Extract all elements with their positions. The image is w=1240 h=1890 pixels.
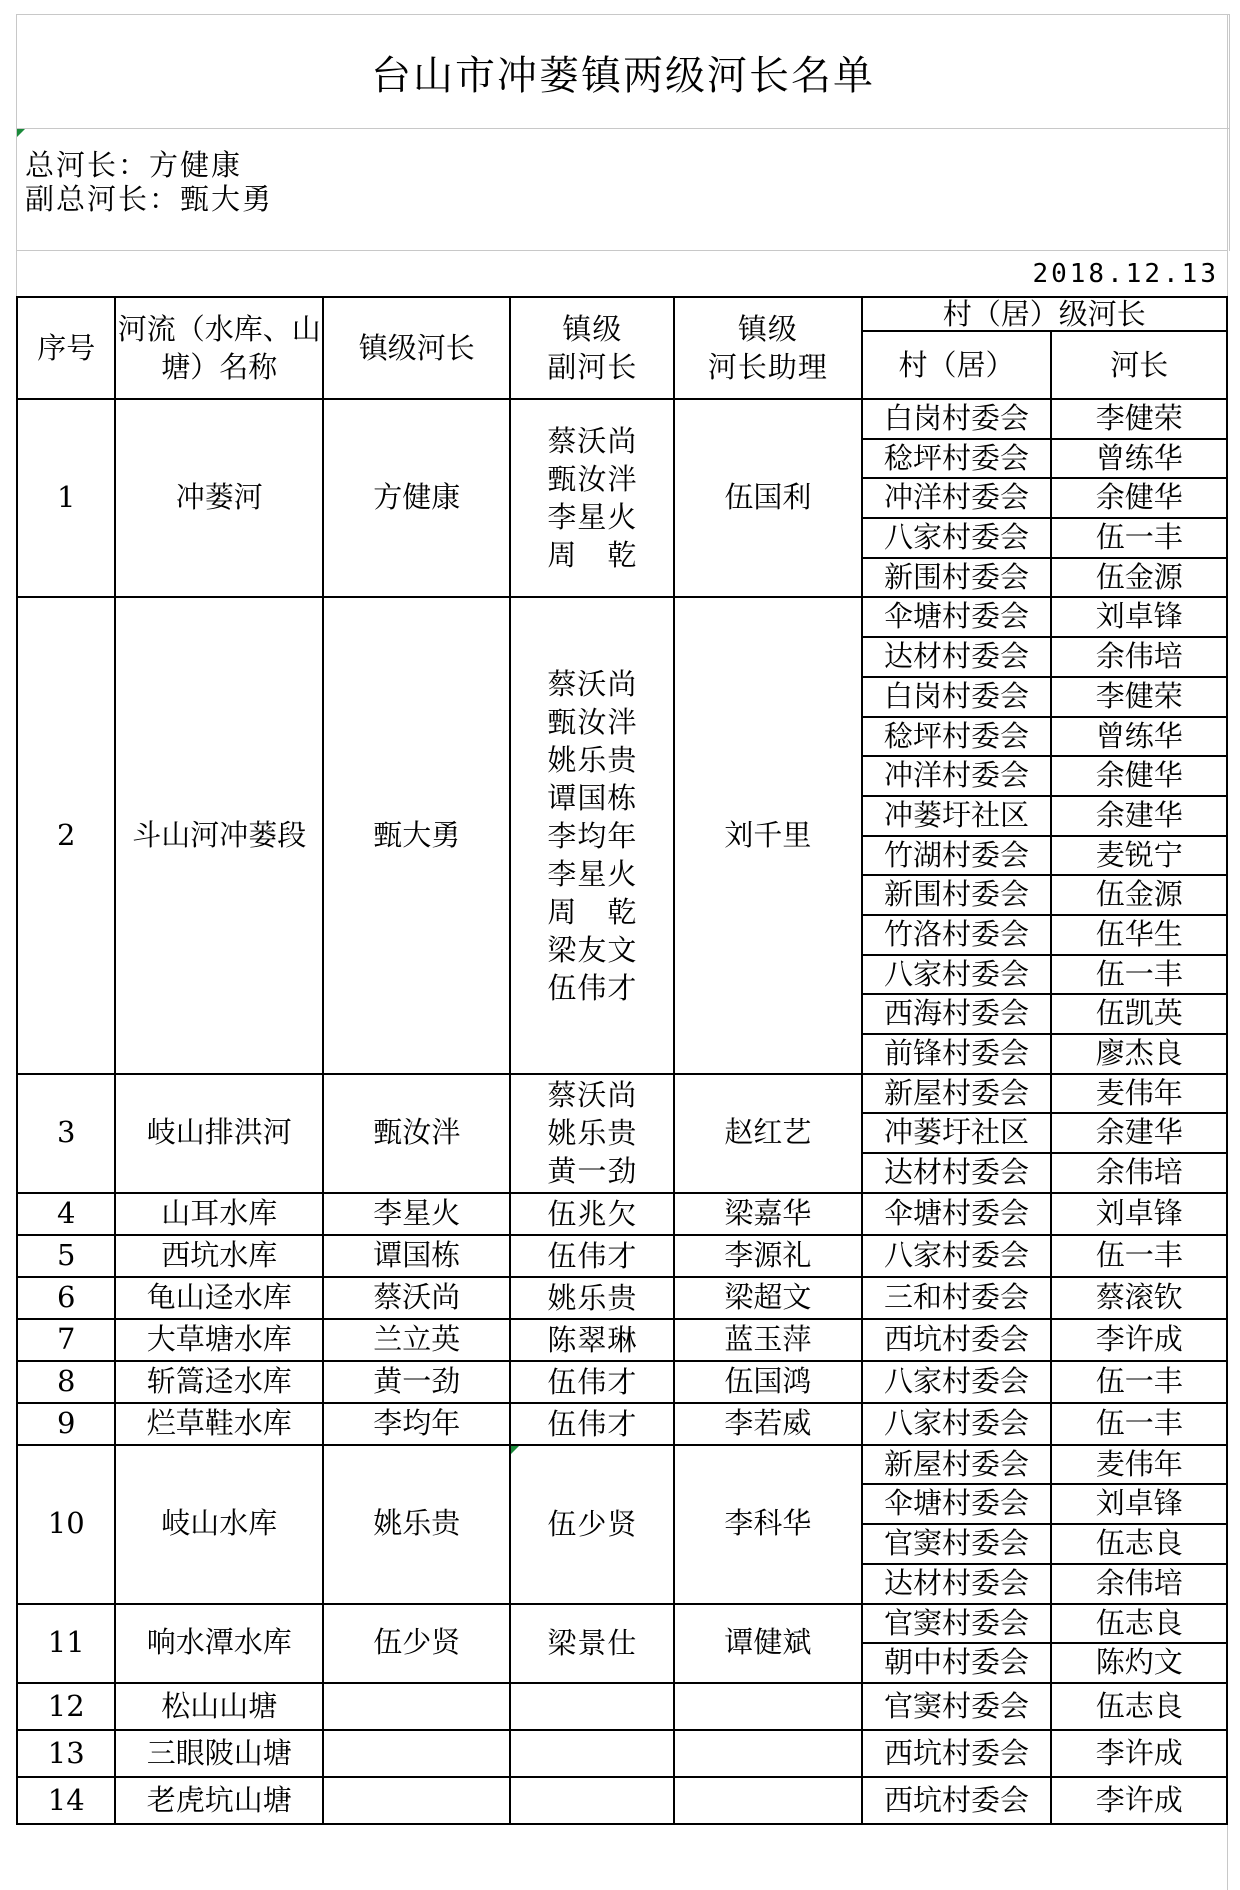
deputy-name: 李均年 [547, 818, 638, 853]
cell-village: 冲洋村委会 [862, 478, 1052, 518]
table-row [17, 399, 1227, 439]
deputy-name: 李星火 [547, 500, 638, 535]
table-row [17, 1403, 1227, 1445]
cell-village: 伞塘村委会 [862, 1484, 1052, 1524]
cell-town-chief: 蔡沃尚 [323, 1277, 510, 1319]
cell-town-deputy [510, 1235, 674, 1277]
cell-village: 八家村委会 [862, 1403, 1052, 1445]
cell-seq: 5 [17, 1235, 115, 1277]
cell-seq: 9 [17, 1403, 115, 1445]
cell-village: 八家村委会 [862, 1361, 1052, 1403]
cell-town-deputy [510, 597, 674, 1073]
cell-town-deputy [510, 1730, 674, 1777]
deputy-name: 伍伟才 [547, 1238, 638, 1273]
cell-town-chief: 甄大勇 [323, 597, 510, 1073]
cell-village: 西坑村委会 [862, 1319, 1052, 1361]
header-town-deputy [510, 297, 674, 399]
cell-village-chief: 李许成 [1051, 1777, 1227, 1824]
cell-town-assistant: 李科华 [674, 1445, 861, 1604]
cell-village-chief: 麦伟年 [1051, 1445, 1227, 1485]
cell-town-assistant: 伍国利 [674, 399, 861, 597]
deputy-name: 伍伟才 [547, 970, 638, 1005]
cell-village: 稔坪村委会 [862, 439, 1052, 479]
cell-village-chief: 刘卓锋 [1051, 1193, 1227, 1235]
table-row [17, 1683, 1227, 1730]
deputy-name: 伍兆欠 [547, 1196, 638, 1231]
cell-village-chief: 曾练华 [1051, 717, 1227, 757]
cell-town-chief [323, 1777, 510, 1824]
header-town-deputy-line: 副河长 [547, 350, 638, 384]
cell-town-deputy [510, 1403, 674, 1445]
cell-seq: 3 [17, 1074, 115, 1193]
cell-seq: 10 [17, 1445, 115, 1604]
cell-river: 西坑水库 [115, 1235, 323, 1277]
cell-village-chief: 伍一丰 [1051, 1403, 1227, 1445]
cell-village: 新围村委会 [862, 558, 1052, 598]
deputy-chief-line: 副总河长：甄大勇 [25, 182, 274, 216]
cell-village-chief: 伍志良 [1051, 1524, 1227, 1564]
cell-village-chief: 伍华生 [1051, 915, 1227, 955]
cell-marker-icon [511, 1446, 519, 1454]
table-row [17, 597, 1227, 637]
cell-river: 斗山河冲蒌段 [115, 597, 323, 1073]
cell-town-deputy [510, 1361, 674, 1403]
cell-village-chief: 刘卓锋 [1051, 597, 1227, 637]
deputy-name: 梁友文 [547, 932, 638, 967]
deputy-name: 李星火 [547, 856, 638, 891]
cell-village-chief: 伍一丰 [1051, 955, 1227, 995]
table-body [17, 297, 1227, 1824]
cell-town-chief: 谭国栋 [323, 1235, 510, 1277]
deputy-name: 周 乾 [547, 538, 638, 573]
cell-village-chief: 伍志良 [1051, 1683, 1227, 1730]
cell-village-chief: 余建华 [1051, 796, 1227, 836]
cell-village: 冲蒌圩社区 [862, 796, 1052, 836]
cell-river: 冲蒌河 [115, 399, 323, 597]
cell-village: 新屋村委会 [862, 1074, 1052, 1114]
deputy-name: 伍伟才 [547, 1364, 638, 1399]
deputy-list [511, 1237, 673, 1275]
deputy-name: 陈翠琳 [547, 1322, 638, 1357]
table-row [17, 1319, 1227, 1361]
chief-line: 总河长：方健康 [25, 148, 243, 182]
cell-town-deputy [510, 1193, 674, 1235]
deputy-name: 姚乐贵 [547, 1116, 638, 1151]
deputy-name: 蔡沃尚 [547, 1078, 638, 1113]
cell-river: 松山山塘 [115, 1683, 323, 1730]
cell-town-assistant: 梁嘉华 [674, 1193, 861, 1235]
cell-village: 八家村委会 [862, 518, 1052, 558]
cell-village: 朝中村委会 [862, 1643, 1052, 1683]
cell-town-deputy [510, 1777, 674, 1824]
deputy-list [511, 1624, 673, 1662]
cell-village: 新屋村委会 [862, 1445, 1052, 1485]
deputy-list [511, 1076, 673, 1190]
cell-village: 竹洛村委会 [862, 915, 1052, 955]
cell-village: 稔坪村委会 [862, 717, 1052, 757]
cell-village: 白岗村委会 [862, 399, 1052, 439]
cell-river: 响水潭水库 [115, 1604, 323, 1683]
cell-river: 山耳水库 [115, 1193, 323, 1235]
cell-village: 冲蒌圩社区 [862, 1113, 1052, 1153]
deputy-list [511, 1279, 673, 1317]
cell-river: 大草塘水库 [115, 1319, 323, 1361]
cell-village: 三和村委会 [862, 1277, 1052, 1319]
river-chief-table [16, 296, 1228, 1825]
cell-seq: 6 [17, 1277, 115, 1319]
cell-town-assistant: 蓝玉萍 [674, 1319, 861, 1361]
deputy-name: 伍伟才 [547, 1406, 638, 1441]
cell-village-chief: 陈灼文 [1051, 1643, 1227, 1683]
deputy-list [511, 665, 673, 1007]
cell-village: 新围村委会 [862, 875, 1052, 915]
cell-town-deputy [510, 1604, 674, 1683]
cell-town-chief: 伍少贤 [323, 1604, 510, 1683]
cell-village: 伞塘村委会 [862, 597, 1052, 637]
deputy-list [511, 1505, 673, 1543]
cell-seq: 8 [17, 1361, 115, 1403]
cell-village-chief: 伍金源 [1051, 875, 1227, 915]
cell-village-chief: 廖杰良 [1051, 1034, 1227, 1074]
table-row [17, 1777, 1227, 1824]
cell-town-chief [323, 1730, 510, 1777]
deputy-name: 蔡沃尚 [547, 666, 638, 701]
header-town-chief: 镇级河长 [323, 297, 510, 399]
header-town-deputy-line: 镇级 [562, 312, 623, 346]
cell-seq: 11 [17, 1604, 115, 1683]
cell-village-chief: 李健荣 [1051, 677, 1227, 717]
cell-village-chief: 麦伟年 [1051, 1074, 1227, 1114]
cell-river: 三眼陂山塘 [115, 1730, 323, 1777]
cell-river: 烂草鞋水库 [115, 1403, 323, 1445]
cell-town-chief: 甄汝泮 [323, 1074, 510, 1193]
cell-river: 龟山迳水库 [115, 1277, 323, 1319]
cell-town-deputy [510, 1277, 674, 1319]
table-row [17, 1193, 1227, 1235]
deputy-name: 姚乐贵 [547, 1280, 638, 1315]
cell-seq: 7 [17, 1319, 115, 1361]
deputy-list [511, 1405, 673, 1443]
table-row [17, 1277, 1227, 1319]
deputy-name: 梁景仕 [547, 1626, 638, 1661]
cell-village-chief: 伍一丰 [1051, 1361, 1227, 1403]
cell-town-chief: 黄一劲 [323, 1361, 510, 1403]
cell-town-deputy [510, 1319, 674, 1361]
table-row [17, 1074, 1227, 1114]
cell-village-chief: 伍志良 [1051, 1604, 1227, 1644]
table-row [17, 1235, 1227, 1277]
header-town-assistant-line: 河长助理 [707, 350, 828, 384]
deputy-name: 姚乐贵 [547, 742, 638, 777]
cell-town-chief: 兰立英 [323, 1319, 510, 1361]
cell-town-assistant: 李若威 [674, 1403, 861, 1445]
cell-village-chief: 余健华 [1051, 756, 1227, 796]
cell-village-chief: 余建华 [1051, 1113, 1227, 1153]
deputy-name: 谭国栋 [547, 780, 638, 815]
cell-town-assistant: 李源礼 [674, 1235, 861, 1277]
cell-village: 西坑村委会 [862, 1730, 1052, 1777]
cell-village-chief: 余伟培 [1051, 1153, 1227, 1193]
page-title: 台山市冲蒌镇两级河长名单 [16, 14, 1230, 129]
cell-river: 斩篙迳水库 [115, 1361, 323, 1403]
cell-village: 达材村委会 [862, 1564, 1052, 1604]
cell-seq: 13 [17, 1730, 115, 1777]
cell-town-chief: 李星火 [323, 1193, 510, 1235]
cell-town-assistant: 谭健斌 [674, 1604, 861, 1683]
cell-seq: 2 [17, 597, 115, 1073]
cell-village: 竹湖村委会 [862, 836, 1052, 876]
header-village-chief: 河长 [1051, 331, 1227, 399]
cell-town-chief: 姚乐贵 [323, 1445, 510, 1604]
cell-village-chief: 李许成 [1051, 1319, 1227, 1361]
cell-town-chief [323, 1683, 510, 1730]
cell-village-chief: 余健华 [1051, 478, 1227, 518]
cell-town-deputy [510, 1445, 674, 1604]
cell-marker-icon [17, 129, 25, 137]
table-row [17, 1361, 1227, 1403]
cell-village-chief: 伍凯英 [1051, 994, 1227, 1034]
cell-village: 达材村委会 [862, 637, 1052, 677]
cell-village-chief: 蔡滚钦 [1051, 1277, 1227, 1319]
header-town-assistant [674, 297, 861, 399]
table-row [17, 1445, 1227, 1485]
cell-village-chief: 伍一丰 [1051, 518, 1227, 558]
deputy-list [511, 422, 673, 574]
deputy-name: 蔡沃尚 [547, 424, 638, 459]
cell-town-chief: 李均年 [323, 1403, 510, 1445]
header-row [17, 297, 1227, 331]
deputy-name: 伍少贤 [547, 1507, 638, 1542]
cell-village: 冲洋村委会 [862, 756, 1052, 796]
cell-town-deputy [510, 399, 674, 597]
table-row [17, 1730, 1227, 1777]
deputy-name: 甄汝泮 [547, 462, 638, 497]
cell-seq: 14 [17, 1777, 115, 1824]
cell-seq: 12 [17, 1683, 115, 1730]
deputy-name: 周 乾 [547, 894, 638, 929]
deputy-name: 甄汝泮 [547, 704, 638, 739]
cell-village: 前锋村委会 [862, 1034, 1052, 1074]
cell-town-assistant [674, 1683, 861, 1730]
cell-river: 岐山水库 [115, 1445, 323, 1604]
cell-town-assistant: 赵红艺 [674, 1074, 861, 1193]
cell-village: 白岗村委会 [862, 677, 1052, 717]
cell-river: 老虎坑山塘 [115, 1777, 323, 1824]
cell-village-chief: 余伟培 [1051, 1564, 1227, 1604]
cell-village-chief: 李许成 [1051, 1730, 1227, 1777]
cell-village: 官窦村委会 [862, 1604, 1052, 1644]
cell-village: 八家村委会 [862, 955, 1052, 995]
cell-village-chief: 伍一丰 [1051, 1235, 1227, 1277]
cell-village-chief: 曾练华 [1051, 439, 1227, 479]
deputy-name: 黄一劲 [547, 1154, 638, 1189]
cell-village-chief: 伍金源 [1051, 558, 1227, 598]
grid-edge [1227, 14, 1240, 1890]
cell-seq: 4 [17, 1193, 115, 1235]
header-village-group: 村（居）级河长 [862, 297, 1227, 331]
header-village: 村（居） [862, 331, 1052, 399]
cell-village-chief: 麦锐宁 [1051, 836, 1227, 876]
header-town-assistant-line: 镇级 [737, 312, 798, 346]
cell-town-deputy [510, 1074, 674, 1193]
cell-town-assistant: 刘千里 [674, 597, 861, 1073]
table-row [17, 1604, 1227, 1644]
cell-village: 官窦村委会 [862, 1524, 1052, 1564]
cell-town-assistant: 伍国鸿 [674, 1361, 861, 1403]
cell-town-assistant: 梁超文 [674, 1277, 861, 1319]
deputy-list [511, 1321, 673, 1359]
deputy-list [511, 1195, 673, 1233]
header-seq: 序号 [17, 297, 115, 399]
cell-seq: 1 [17, 399, 115, 597]
cell-village: 伞塘村委会 [862, 1193, 1052, 1235]
cell-village: 西坑村委会 [862, 1777, 1052, 1824]
cell-town-deputy [510, 1683, 674, 1730]
cell-village: 八家村委会 [862, 1235, 1052, 1277]
date-label: 2018.12.13 [16, 250, 1228, 296]
cell-village: 西海村委会 [862, 994, 1052, 1034]
cell-village: 官窦村委会 [862, 1683, 1052, 1730]
cell-village-chief: 余伟培 [1051, 637, 1227, 677]
cell-town-assistant [674, 1777, 861, 1824]
cell-village: 达材村委会 [862, 1153, 1052, 1193]
deputy-list [511, 1363, 673, 1401]
info-block [16, 128, 1230, 251]
cell-town-assistant [674, 1730, 861, 1777]
cell-river: 岐山排洪河 [115, 1074, 323, 1193]
cell-village-chief: 刘卓锋 [1051, 1484, 1227, 1524]
cell-village-chief: 李健荣 [1051, 399, 1227, 439]
cell-town-chief: 方健康 [323, 399, 510, 597]
header-river: 河流（水库、山塘）名称 [115, 297, 323, 399]
